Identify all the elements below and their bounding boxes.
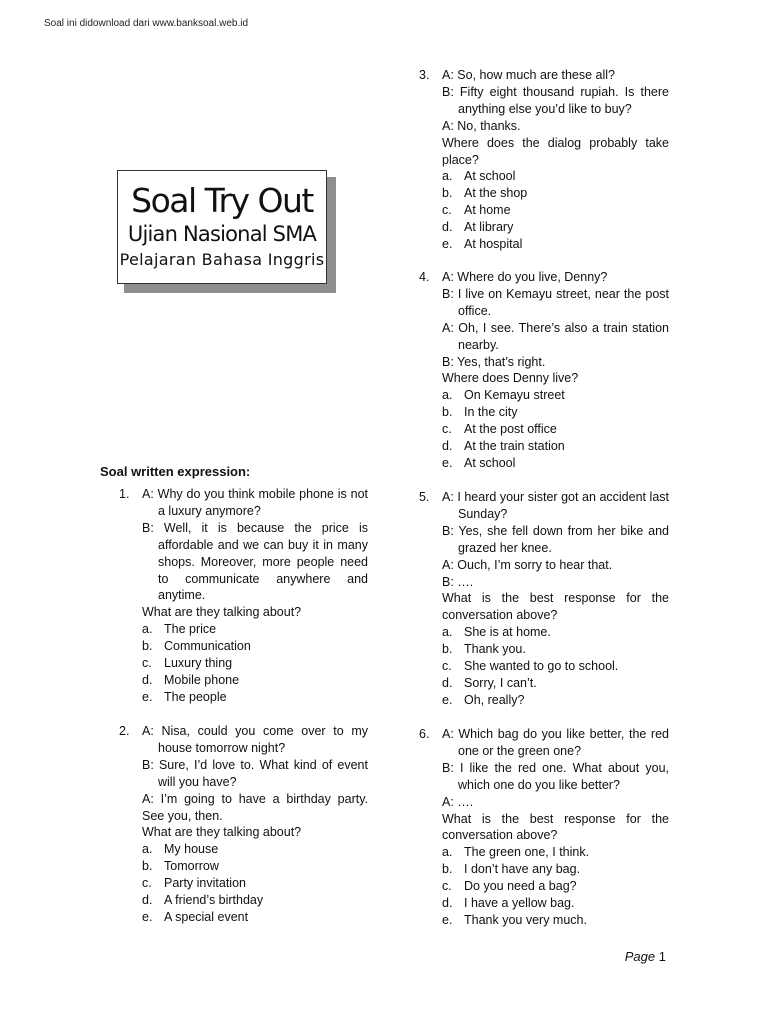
answer-option[interactable]: d. I have a yellow bag. bbox=[442, 896, 575, 911]
title-main: Soal Try Out bbox=[131, 181, 313, 220]
title-box bbox=[117, 170, 327, 284]
page-number: 1 bbox=[658, 949, 666, 964]
answer-option[interactable]: c. Party invitation bbox=[142, 876, 246, 891]
answer-option[interactable]: b. I don’t have any bag. bbox=[442, 862, 581, 877]
dialog-line: B: I like the red one. What about you, which one do you like better? bbox=[442, 760, 669, 792]
dialog-line: A: Nisa, could you come over to my house tomorrow night? bbox=[142, 724, 368, 755]
answer-option[interactable]: c. Do you need a bag? bbox=[442, 879, 577, 894]
question-2 bbox=[119, 723, 368, 926]
question-4 bbox=[419, 269, 669, 472]
answer-option[interactable]: c. At the post office bbox=[442, 422, 557, 437]
question-number: 4. bbox=[419, 270, 430, 284]
question-number: 5. bbox=[419, 490, 430, 504]
question-number: 1. bbox=[119, 487, 130, 501]
answer-option[interactable]: c. She wanted to go to school. bbox=[442, 659, 619, 674]
question-number: 2. bbox=[119, 724, 130, 738]
page-label: Page bbox=[624, 949, 656, 964]
dialog-line: A: No, thanks. bbox=[442, 118, 521, 133]
answer-option[interactable]: d. At library bbox=[442, 220, 514, 235]
title-subject: Pelajaran Bahasa Inggris bbox=[119, 250, 325, 269]
dialog-line: B: Well, it is because the price is affordable and we can buy it in many shops. Moreover, more people need to communicate anywhere and anytime. bbox=[142, 520, 368, 603]
dialog-line: A: Why do you think mobile phone is not a luxury anymore? bbox=[142, 487, 368, 518]
question-1 bbox=[119, 486, 368, 706]
question-prompt: Where does the dialog probably take place? bbox=[442, 135, 669, 167]
question-prompt: What is the best response for the conversation above? bbox=[442, 591, 669, 623]
dialog-line: A: Where do you live, Denny? bbox=[442, 270, 608, 284]
question-3 bbox=[419, 67, 669, 253]
answer-option[interactable]: a. My house bbox=[142, 842, 219, 857]
title-subtitle: Ujian Nasional SMA bbox=[127, 222, 317, 246]
answer-option[interactable]: b. At the shop bbox=[442, 186, 528, 201]
download-source-header: Soal ini didownload dari www.banksoal.web.id bbox=[44, 18, 249, 29]
dialog-line: A: I’m going to have a birthday party. See you, then. bbox=[142, 791, 368, 823]
answer-option[interactable]: a. The green one, I think. bbox=[442, 845, 590, 860]
answer-option[interactable]: a. She is at home. bbox=[442, 625, 551, 640]
answer-option[interactable]: e. Oh, really? bbox=[442, 692, 525, 707]
question-number: 3. bbox=[419, 68, 430, 82]
answer-option[interactable]: b. In the city bbox=[442, 405, 518, 420]
answer-option[interactable]: b. Thank you. bbox=[442, 642, 526, 657]
answer-option[interactable]: a. At school bbox=[442, 169, 516, 184]
dialog-line: A: So, how much are these all? bbox=[442, 68, 616, 82]
answer-option[interactable]: e. Thank you very much. bbox=[442, 912, 587, 927]
question-number: 6. bbox=[419, 727, 430, 741]
answer-option[interactable]: d. Sorry, I can’t. bbox=[442, 675, 537, 690]
answer-option[interactable]: a. The price bbox=[142, 622, 217, 637]
answer-option[interactable]: c. At home bbox=[442, 203, 511, 218]
answer-option[interactable]: c. Luxury thing bbox=[142, 656, 233, 671]
answer-option[interactable]: d. At the train station bbox=[442, 439, 565, 454]
question-prompt: What are they talking about? bbox=[142, 605, 302, 620]
question-prompt: What is the best response for the conversation above? bbox=[442, 811, 669, 843]
answer-option[interactable]: b. Communication bbox=[142, 639, 251, 654]
question-prompt: What are they talking about? bbox=[142, 825, 302, 840]
dialog-line: A: Oh, I see. There’s also a train station nearby. bbox=[442, 320, 669, 352]
dialog-line: B: Yes, that’s right. bbox=[442, 354, 546, 369]
answer-option[interactable]: d. Mobile phone bbox=[142, 672, 240, 687]
dialog-line: B: …. bbox=[442, 574, 474, 589]
dialog-line: A: …. bbox=[442, 794, 474, 809]
dialog-line: A: I heard your sister got an accident last Sunday? bbox=[442, 490, 669, 521]
question-prompt: Where does Denny live? bbox=[442, 371, 579, 386]
answer-option[interactable]: e. At school bbox=[442, 455, 516, 470]
dialog-line: B: Sure, I’d love to. What kind of event will you have? bbox=[142, 757, 368, 789]
dialog-line: B: I live on Kemayu street, near the post office. bbox=[442, 286, 669, 318]
page-footer bbox=[625, 949, 666, 964]
section-heading: Soal written expression: bbox=[100, 464, 251, 479]
dialog-line: B: Fifty eight thousand rupiah. Is there anything else you’d like to buy? bbox=[442, 84, 669, 116]
dialog-line: A: Which bag do you like better, the red one or the green one? bbox=[442, 727, 669, 758]
answer-option[interactable]: d. A friend’s birthday bbox=[142, 893, 264, 908]
question-6 bbox=[419, 726, 669, 929]
dialog-line: B: Yes, she fell down from her bike and grazed her knee. bbox=[442, 523, 669, 555]
question-5 bbox=[419, 489, 669, 709]
dialog-line: A: Ouch, I’m sorry to hear that. bbox=[442, 557, 613, 572]
answer-option[interactable]: b. Tomorrow bbox=[142, 859, 219, 874]
answer-option[interactable]: a. On Kemayu street bbox=[442, 388, 565, 403]
answer-option[interactable]: e. The people bbox=[142, 689, 227, 704]
answer-option[interactable]: e. At hospital bbox=[442, 237, 523, 252]
answer-option[interactable]: e. A special event bbox=[142, 909, 249, 924]
